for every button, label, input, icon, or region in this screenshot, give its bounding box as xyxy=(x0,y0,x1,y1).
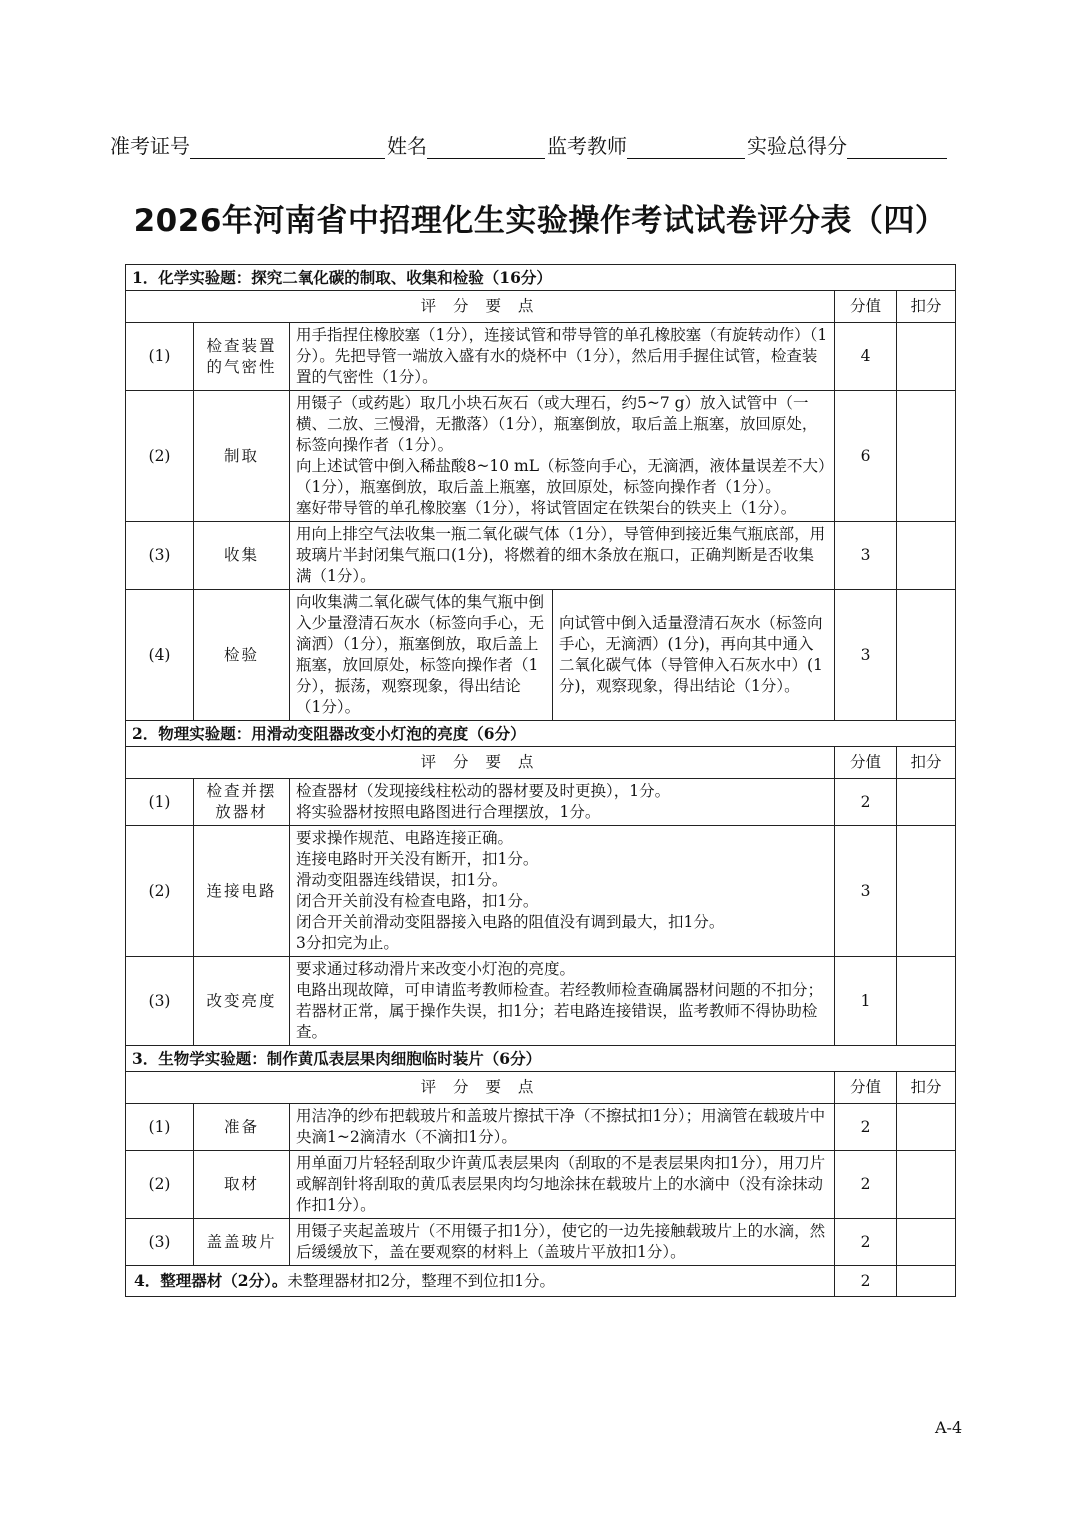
row-description: 用单面刀片轻轻刮取少许黄瓜表层果肉（刮取的不是表层果肉扣1分），用刀片或解剖针将刮取的黄瓜表层果肉均匀地涂抹在载玻片上的水滴中（没有涂抹动作扣1分）。 xyxy=(290,1151,835,1219)
row-description: 用向上排空气法收集一瓶二氧化碳气体（1分），导管伸到接近集气瓶底部，用玻璃片半封闭集气瓶口(1分)，将燃着的细木条放在瓶口，正确判断是否收集满（1分）。 xyxy=(290,522,835,590)
row-number: (4) xyxy=(126,590,194,721)
proctor-label: 监考教师 xyxy=(547,134,627,158)
row-score: 3 xyxy=(835,522,897,590)
description-line: 3分扣完为止。 xyxy=(296,934,399,952)
table-header-row xyxy=(126,1072,956,1104)
table-header-row xyxy=(126,747,956,779)
table-row xyxy=(126,522,956,590)
row-number: (1) xyxy=(126,323,194,391)
description-line: 闭合开关前滑动变阻器接入电路的阻值没有调到最大，扣1分。 xyxy=(296,913,725,931)
row-description xyxy=(290,590,835,721)
name-blank[interactable] xyxy=(427,140,545,159)
page-number: A-4 xyxy=(935,1418,963,1437)
table-row xyxy=(126,590,956,721)
points-header: 评 分 要 点 xyxy=(126,291,835,323)
row-item: 连接电路 xyxy=(194,826,290,957)
deduct-header: 扣分 xyxy=(897,747,956,779)
total-score-blank[interactable] xyxy=(847,140,947,159)
description-line: 用镊子（或药匙）取几小块石灰石（或大理石，约5~7 g）放入试管中（一横、二放、三慢滑，无撒落）（1分），瓶塞倒放，取后盖上瓶塞，放回原处，标签向操作者（1分）。 xyxy=(296,394,818,454)
row-item: 收集 xyxy=(194,522,290,590)
description-line: 塞好带导管的单孔橡胶塞（1分），将试管固定在铁架台的铁夹上（1分）。 xyxy=(296,499,797,517)
row-number: (1) xyxy=(126,1104,194,1151)
tidy-note: 未整理器材扣2分，整理不到位扣1分。 xyxy=(287,1272,556,1290)
row-item: 准备 xyxy=(194,1104,290,1151)
tidy-row xyxy=(126,1266,835,1297)
score-header: 分值 xyxy=(835,747,897,779)
row-item: 盖盖玻片 xyxy=(194,1219,290,1266)
row-number: (1) xyxy=(126,779,194,826)
row-description xyxy=(290,957,835,1046)
exam-number-blank[interactable] xyxy=(190,140,385,159)
row-score: 2 xyxy=(835,1219,897,1266)
score-header: 分值 xyxy=(835,1072,897,1104)
deduct-cell[interactable] xyxy=(897,826,956,957)
row-item: 检查装置的气密性 xyxy=(194,323,290,391)
split-description xyxy=(290,590,834,720)
row-number: (3) xyxy=(126,522,194,590)
method-b-description xyxy=(553,590,834,720)
row-number: (2) xyxy=(126,391,194,522)
row-number: (2) xyxy=(126,1151,194,1219)
row-item: 检验 xyxy=(194,590,290,721)
table-row xyxy=(126,391,956,522)
row-score: 4 xyxy=(835,323,897,391)
description-line: 将实验器材按照电路图进行合理摆放，1分。 xyxy=(296,803,601,821)
physics-heading: 2．物理实验题：用滑动变阻器改变小灯泡的亮度（6分） xyxy=(126,721,956,747)
deduct-cell[interactable] xyxy=(897,1151,956,1219)
deduct-cell[interactable] xyxy=(897,957,956,1046)
description-line: 向上述试管中倒入稀盐酸8~10 mL（标签向手心，无滴洒，液体量误差不大）（1分），瓶塞倒放，取后盖上瓶塞，放回原处，标签向操作者（1分）。 xyxy=(296,457,826,496)
table-row xyxy=(126,779,956,826)
row-description xyxy=(290,391,835,522)
section-heading-row xyxy=(126,265,956,291)
table-row xyxy=(126,1219,956,1266)
row-description xyxy=(290,779,835,826)
deduct-cell[interactable] xyxy=(897,1266,956,1297)
score-header: 分值 xyxy=(835,291,897,323)
proctor-blank[interactable] xyxy=(627,140,745,159)
deduct-header: 扣分 xyxy=(897,1072,956,1104)
row-item: 检查并摆放器材 xyxy=(194,779,290,826)
table-row xyxy=(126,323,956,391)
deduct-cell[interactable] xyxy=(897,779,956,826)
deduct-cell[interactable] xyxy=(897,1219,956,1266)
description-line: 闭合开关前没有检查电路，扣1分。 xyxy=(296,892,539,910)
table-header-row xyxy=(126,291,956,323)
table-row xyxy=(126,1151,956,1219)
deduct-cell[interactable] xyxy=(897,590,956,721)
table-row xyxy=(126,957,956,1046)
chemistry-heading: 1．化学实验题：探究二氧化碳的制取、收集和检验（16分） xyxy=(126,265,956,291)
row-item: 取材 xyxy=(194,1151,290,1219)
tidy-heading: 4．整理器材（2分）。 xyxy=(134,1271,288,1290)
exam-number-label: 准考证号 xyxy=(110,134,190,158)
description-line: 检查器材（发现接线柱松动的器材要及时更换），1分。 xyxy=(296,782,671,800)
row-description: 用洁净的纱布把载玻片和盖玻片擦拭干净（不擦拭扣1分）；用滴管在载玻片中央滴1~2滴清水（不滴扣1分）。 xyxy=(290,1104,835,1151)
deduct-cell[interactable] xyxy=(897,522,956,590)
deduct-cell[interactable] xyxy=(897,1104,956,1151)
deduct-header: 扣分 xyxy=(897,291,956,323)
table-row xyxy=(126,1266,956,1297)
row-description xyxy=(290,826,835,957)
description-line: 滑动变阻器连线错误，扣1分。 xyxy=(296,871,508,889)
method-b-text: 向试管中倒入适量澄清石灰水（标签向手心，无滴洒）(1分)，再向其中通入二氧化碳气体（导管伸入石灰水中）(1分)，观察现象，得出结论（1分）。 xyxy=(559,614,823,695)
row-number: (3) xyxy=(126,1219,194,1266)
row-score: 3 xyxy=(835,590,897,721)
description-line: 要求操作规范、电路连接正确。 xyxy=(296,829,514,847)
row-number: (2) xyxy=(126,826,194,957)
name-label: 姓名 xyxy=(387,134,427,158)
table-row xyxy=(126,826,956,957)
deduct-cell[interactable] xyxy=(897,391,956,522)
row-score: 2 xyxy=(835,779,897,826)
deduct-cell[interactable] xyxy=(897,323,956,391)
table-row xyxy=(126,1104,956,1151)
row-description: 用镊子夹起盖玻片（不用镊子扣1分），使它的一边先接触载玻片上的水滴，然后缓缓放下，盖在要观察的材料上（盖玻片平放扣1分）。 xyxy=(290,1219,835,1266)
page-title: 2026年河南省中招理化生实验操作考试试卷评分表（四） xyxy=(133,203,947,239)
method-a-description: 向收集满二氧化碳气体的集气瓶中倒入少量澄清石灰水（标签向手心，无滴洒）（1分），瓶塞倒放，取后盖上瓶塞，放回原处，标签向操作者（1分），振荡，观察现象，得出结论（1分）。 xyxy=(290,590,553,720)
biology-heading: 3．生物学实验题：制作黄瓜表层果肉细胞临时装片（6分） xyxy=(126,1046,956,1072)
row-score: 6 xyxy=(835,391,897,522)
description-line: 要求通过移动滑片来改变小灯泡的亮度。 xyxy=(296,960,576,978)
row-score: 1 xyxy=(835,957,897,1046)
candidate-info-line xyxy=(110,130,980,159)
scoring-table xyxy=(125,264,956,1297)
points-header: 评 分 要 点 xyxy=(126,747,835,779)
points-header: 评 分 要 点 xyxy=(126,1072,835,1104)
row-score: 2 xyxy=(835,1266,897,1297)
row-item: 制取 xyxy=(194,391,290,522)
description-line: 连接电路时开关没有断开，扣1分。 xyxy=(296,850,539,868)
row-number: (3) xyxy=(126,957,194,1046)
section-heading-row xyxy=(126,721,956,747)
section-heading-row xyxy=(126,1046,956,1072)
total-score-label: 实验总得分 xyxy=(747,134,847,158)
row-score: 2 xyxy=(835,1151,897,1219)
row-score: 3 xyxy=(835,826,897,957)
row-score: 2 xyxy=(835,1104,897,1151)
description-line: 电路出现故障，可申请监考教师检查。若经教师检查确属器材问题的不扣分；若器材正常，属于操作失误，扣1分；若电路连接错误，监考教师不得协助检查。 xyxy=(296,981,824,1041)
row-description: 用手指捏住橡胶塞（1分），连接试管和带导管的单孔橡胶塞（有旋转动作）（1分）。先把导管一端放入盛有水的烧杯中（1分），然后用手握住试管，检查装置的气密性（1分）。 xyxy=(290,323,835,391)
row-item: 改变亮度 xyxy=(194,957,290,1046)
